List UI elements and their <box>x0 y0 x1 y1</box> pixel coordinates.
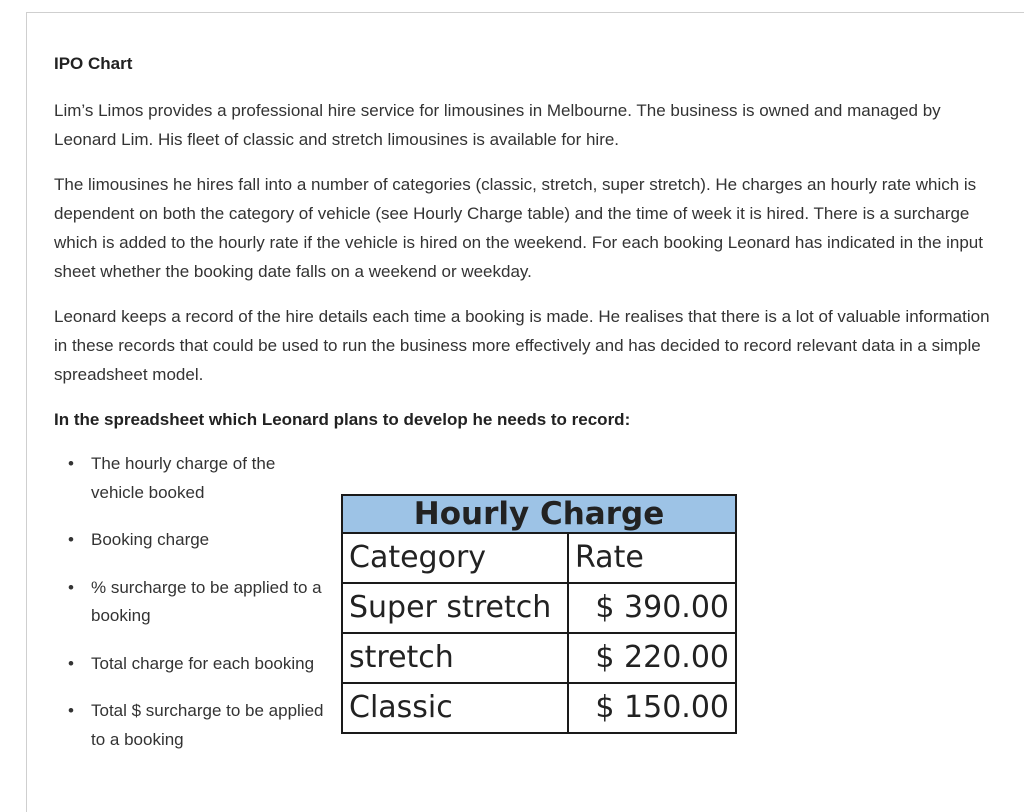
list-item: • % surcharge to be applied to a booking <box>54 574 324 631</box>
intro-paragraph: Lim’s Limos provides a professional hire service for limousines in Melbourne. The business is owned and managed by Leonard Lim. His fleet of classic and stretch limousines is available for hire. <box>54 101 941 149</box>
list-item: • Booking charge <box>54 526 324 555</box>
table-row <box>342 633 736 683</box>
records-paragraph: Leonard keeps a record of the hire details each time a booking is made. He realises that there is a lot of valuable information in these records that could be used to run the business more effectively and has decided to record relevant data in a simple spreadsheet model. <box>54 307 990 384</box>
rate-cell: $ 390.00 <box>568 583 736 633</box>
table-row <box>342 583 736 633</box>
rate-cell: $ 220.00 <box>568 633 736 683</box>
category-cell: Super stretch <box>342 583 568 633</box>
category-cell: stretch <box>342 633 568 683</box>
list-item: • The hourly charge of the vehicle booked <box>54 450 324 507</box>
table-column-header-row <box>342 533 736 583</box>
column-header-category: Category <box>342 533 568 583</box>
column-header-rate: Rate <box>568 533 736 583</box>
hourly-charge-table <box>341 494 737 734</box>
requirements-list <box>54 450 324 773</box>
document-body <box>54 52 999 434</box>
table-row <box>342 683 736 733</box>
table-title: Hourly Charge <box>342 495 736 533</box>
table-header-row <box>342 495 736 533</box>
categories-paragraph: The limousines he hires fall into a number of categories (classic, stretch, super stretch). He charges an hourly rate which is dependent on both the category of vehicle (see Hourly Charge table) and the time of week it is hired. There is a surcharge which is added to the hourly rate if the vehicle is hired on the weekend. For each booking Leonard has indicated in the input sheet whether the booking date falls on a weekend or weekday. <box>54 175 983 281</box>
list-item: • Total charge for each booking <box>54 650 324 679</box>
rate-cell: $ 150.00 <box>568 683 736 733</box>
requirements-heading: In the spreadsheet which Leonard plans to develop he needs to record: <box>54 410 631 429</box>
page-title: IPO Chart <box>54 54 133 73</box>
category-cell: Classic <box>342 683 568 733</box>
list-item: • Total $ surcharge to be applied to a booking <box>54 697 324 754</box>
